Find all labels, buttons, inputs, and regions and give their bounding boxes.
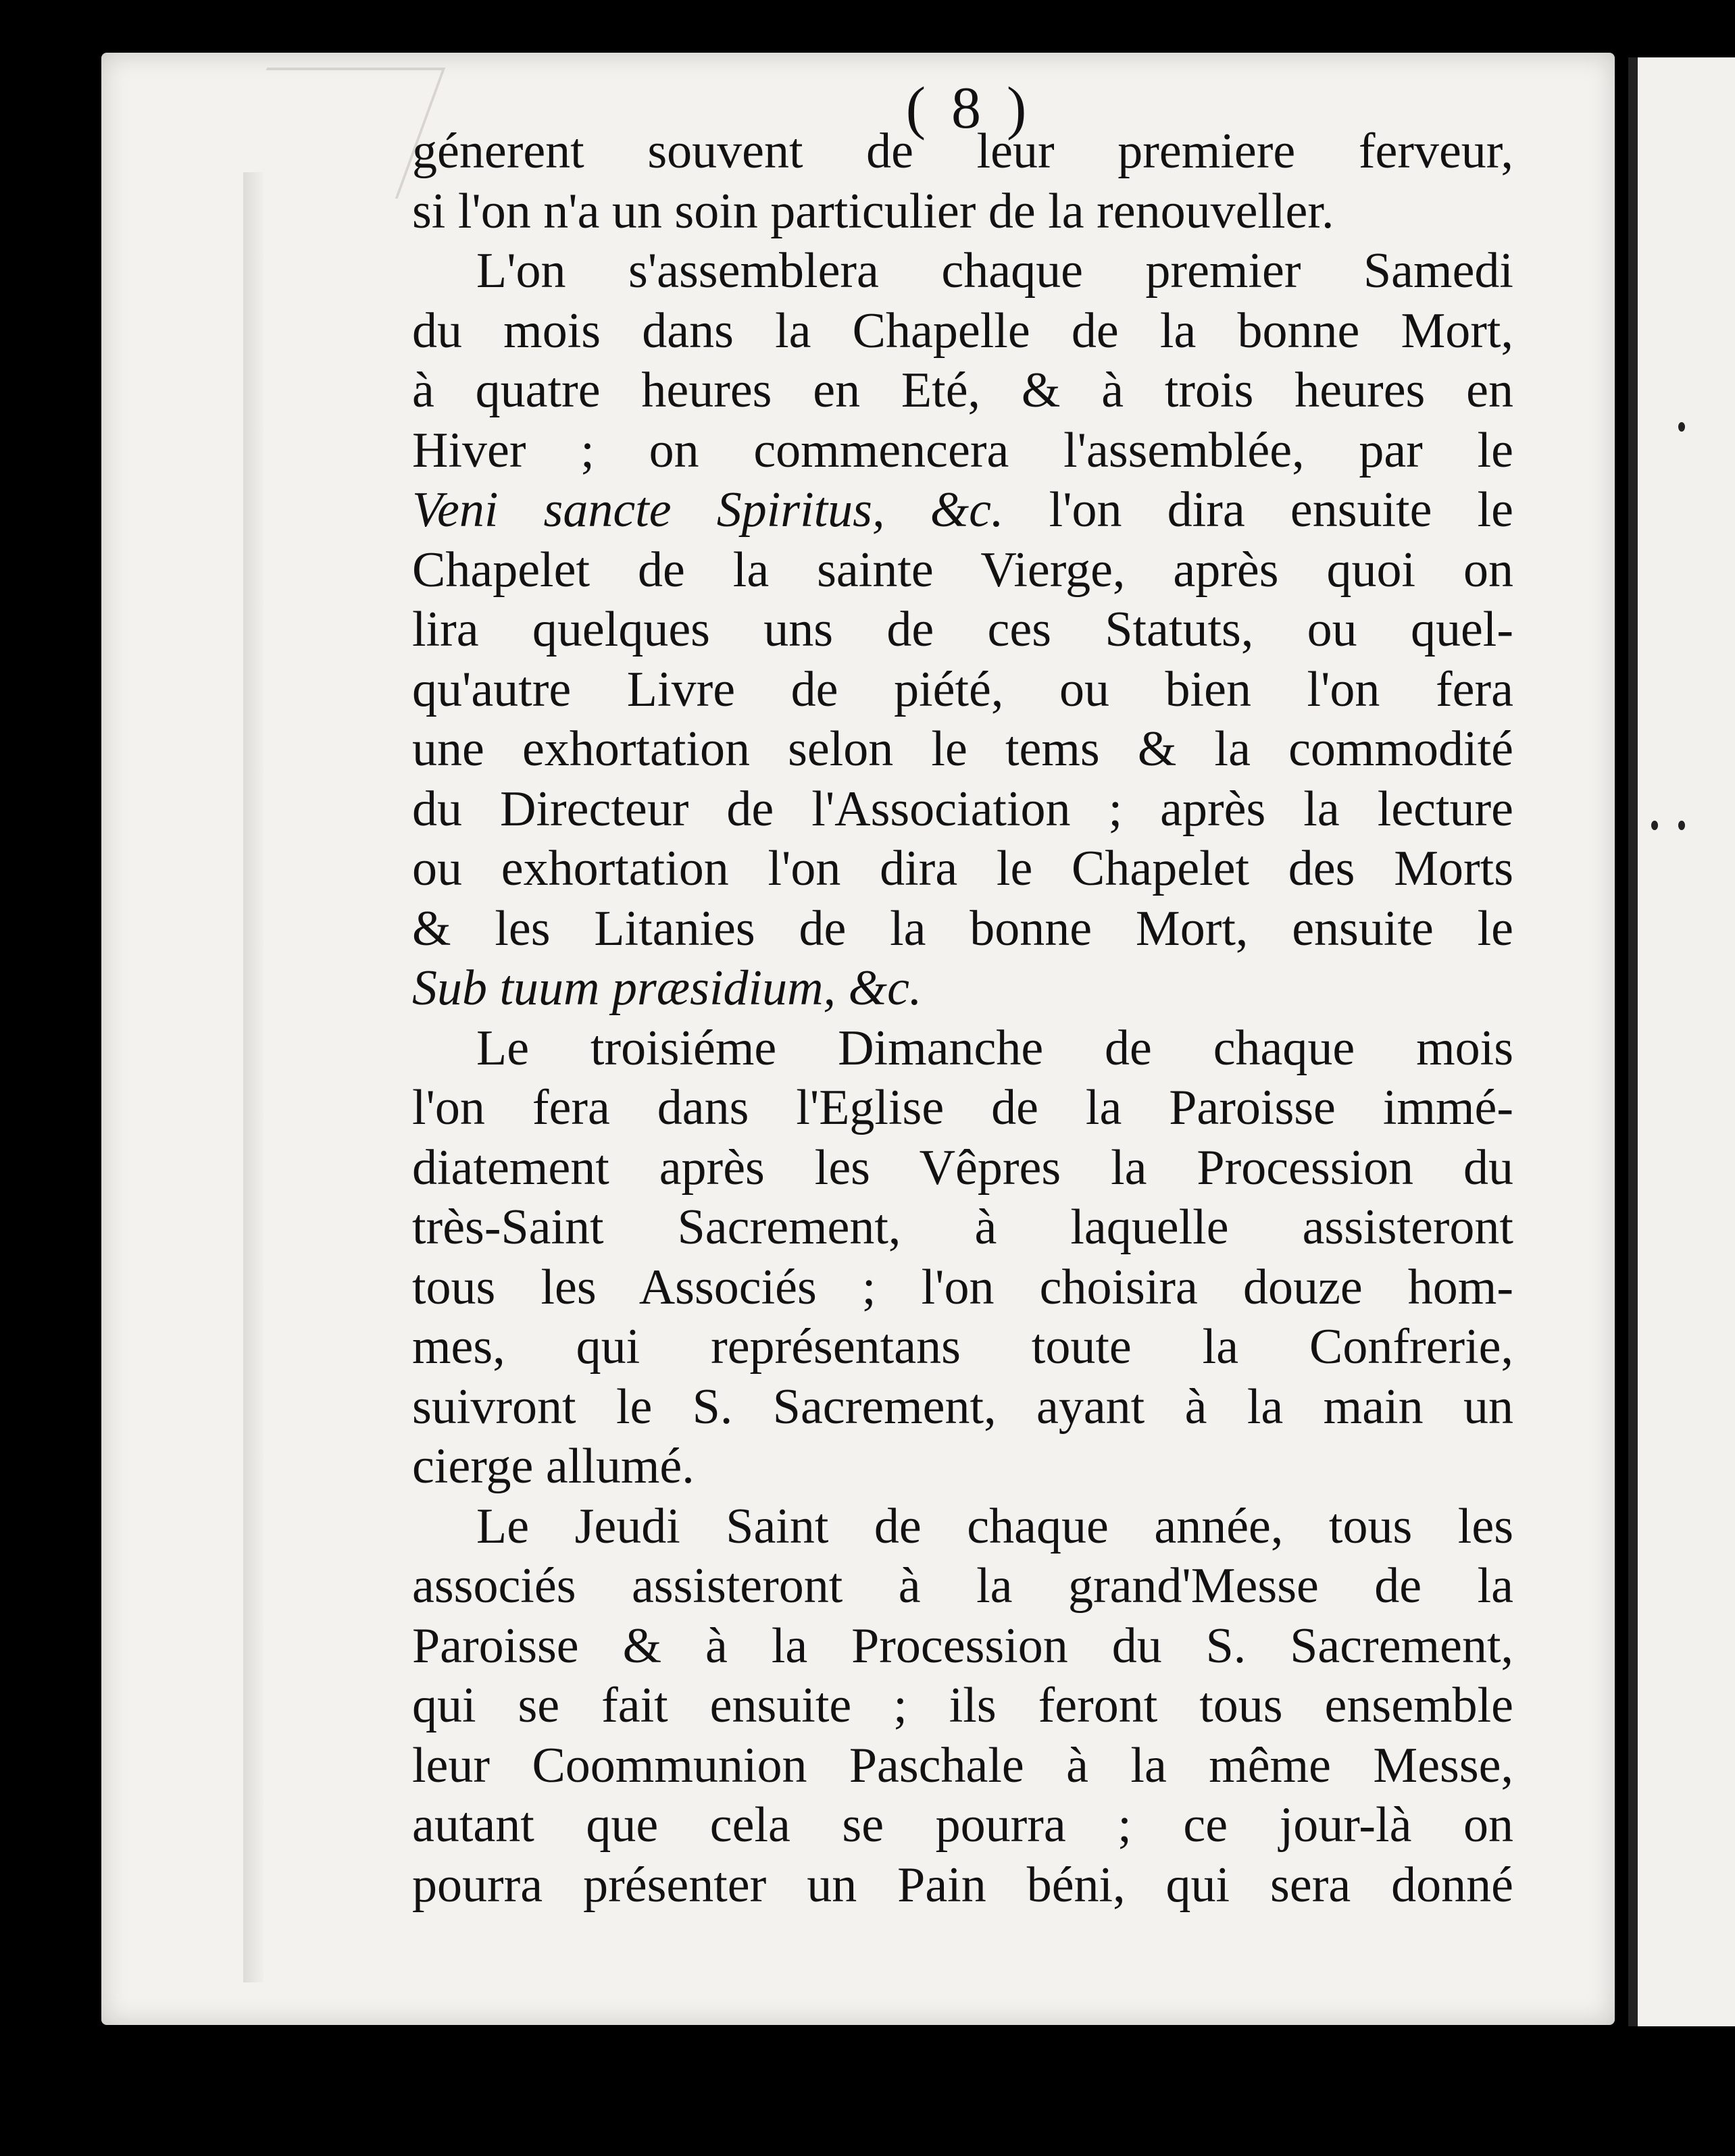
text-line: Sub tuum præsidium, &c. — [412, 960, 922, 1016]
text-line: autant que cela se pourra ; ce jour-là on — [412, 1797, 1513, 1853]
text-line: du mois dans la Chapelle de la bonne Mort, — [412, 303, 1513, 359]
text-line: Le troisiéme Dimanche de chaque mois — [476, 1020, 1513, 1076]
text-line: cierge allumé. — [412, 1439, 695, 1494]
text-line: L'on s'assemblera chaque premier Samedi — [476, 243, 1513, 299]
ink-speck — [1678, 422, 1685, 432]
text-line: à quatre heures en Eté, & à trois heures en — [412, 363, 1513, 418]
text-line: génerent souvent de leur premiere ferveur, — [412, 124, 1513, 179]
text-line: pourra présenter un Pain béni, qui sera donné — [412, 1857, 1513, 1913]
text-line: du Directeur de l'Association ; après la lecture — [412, 781, 1513, 837]
text-line: ou exhortation l'on dira le Chapelet des Morts — [412, 841, 1513, 896]
text-line: si l'on n'a un soin particulier de la renouveller. — [412, 183, 1334, 239]
page-binding-edge — [243, 172, 263, 1982]
adjacent-page-edge — [1628, 57, 1735, 2026]
text-line: Paroisse & à la Procession du S. Sacrement, — [412, 1618, 1513, 1674]
ink-speck — [1678, 821, 1685, 830]
text-line: Veni sancte Spiritus, &c. l'on dira ensuite le — [412, 482, 1513, 538]
text-line: suivront le S. Sacrement, ayant à la main un — [412, 1379, 1513, 1435]
text-line: Hiver ; on commencera l'assemblée, par le — [412, 422, 1513, 478]
text-line: l'on fera dans l'Eglise de la Paroisse immé- — [412, 1080, 1513, 1135]
text-line: qu'autre Livre de piété, ou bien l'on fera — [412, 661, 1513, 717]
page-number: ( 8 ) — [905, 76, 1032, 141]
text-line: & les Litanies de la bonne Mort, ensuite le — [412, 900, 1513, 956]
text-line: très-Saint Sacrement, à laquelle assisteront — [412, 1200, 1513, 1255]
text-line: Le Jeudi Saint de chaque année, tous les — [476, 1498, 1513, 1554]
ink-speck — [1651, 821, 1658, 830]
text-line: une exhortation selon le tems & la commodité — [412, 721, 1513, 777]
body-text — [412, 122, 1513, 1915]
text-line: tous les Associés ; l'on choisira douze hom- — [412, 1259, 1513, 1315]
text-line: diatement après les Vêpres la Procession du — [412, 1139, 1513, 1196]
text-line: associés assisteront à la grand'Messe de la — [412, 1558, 1513, 1614]
text-line: qui se fait ensuite ; ils feront tous ensemble — [412, 1678, 1513, 1733]
text-line: lira quelques uns de ces Statuts, ou quel- — [412, 602, 1513, 657]
text-line: mes, qui représentans toute la Confrerie, — [412, 1319, 1513, 1375]
text-line: leur Coommunion Paschale à la même Messe, — [412, 1737, 1513, 1793]
text-line: Chapelet de la sainte Vierge, après quoi on — [412, 542, 1513, 598]
